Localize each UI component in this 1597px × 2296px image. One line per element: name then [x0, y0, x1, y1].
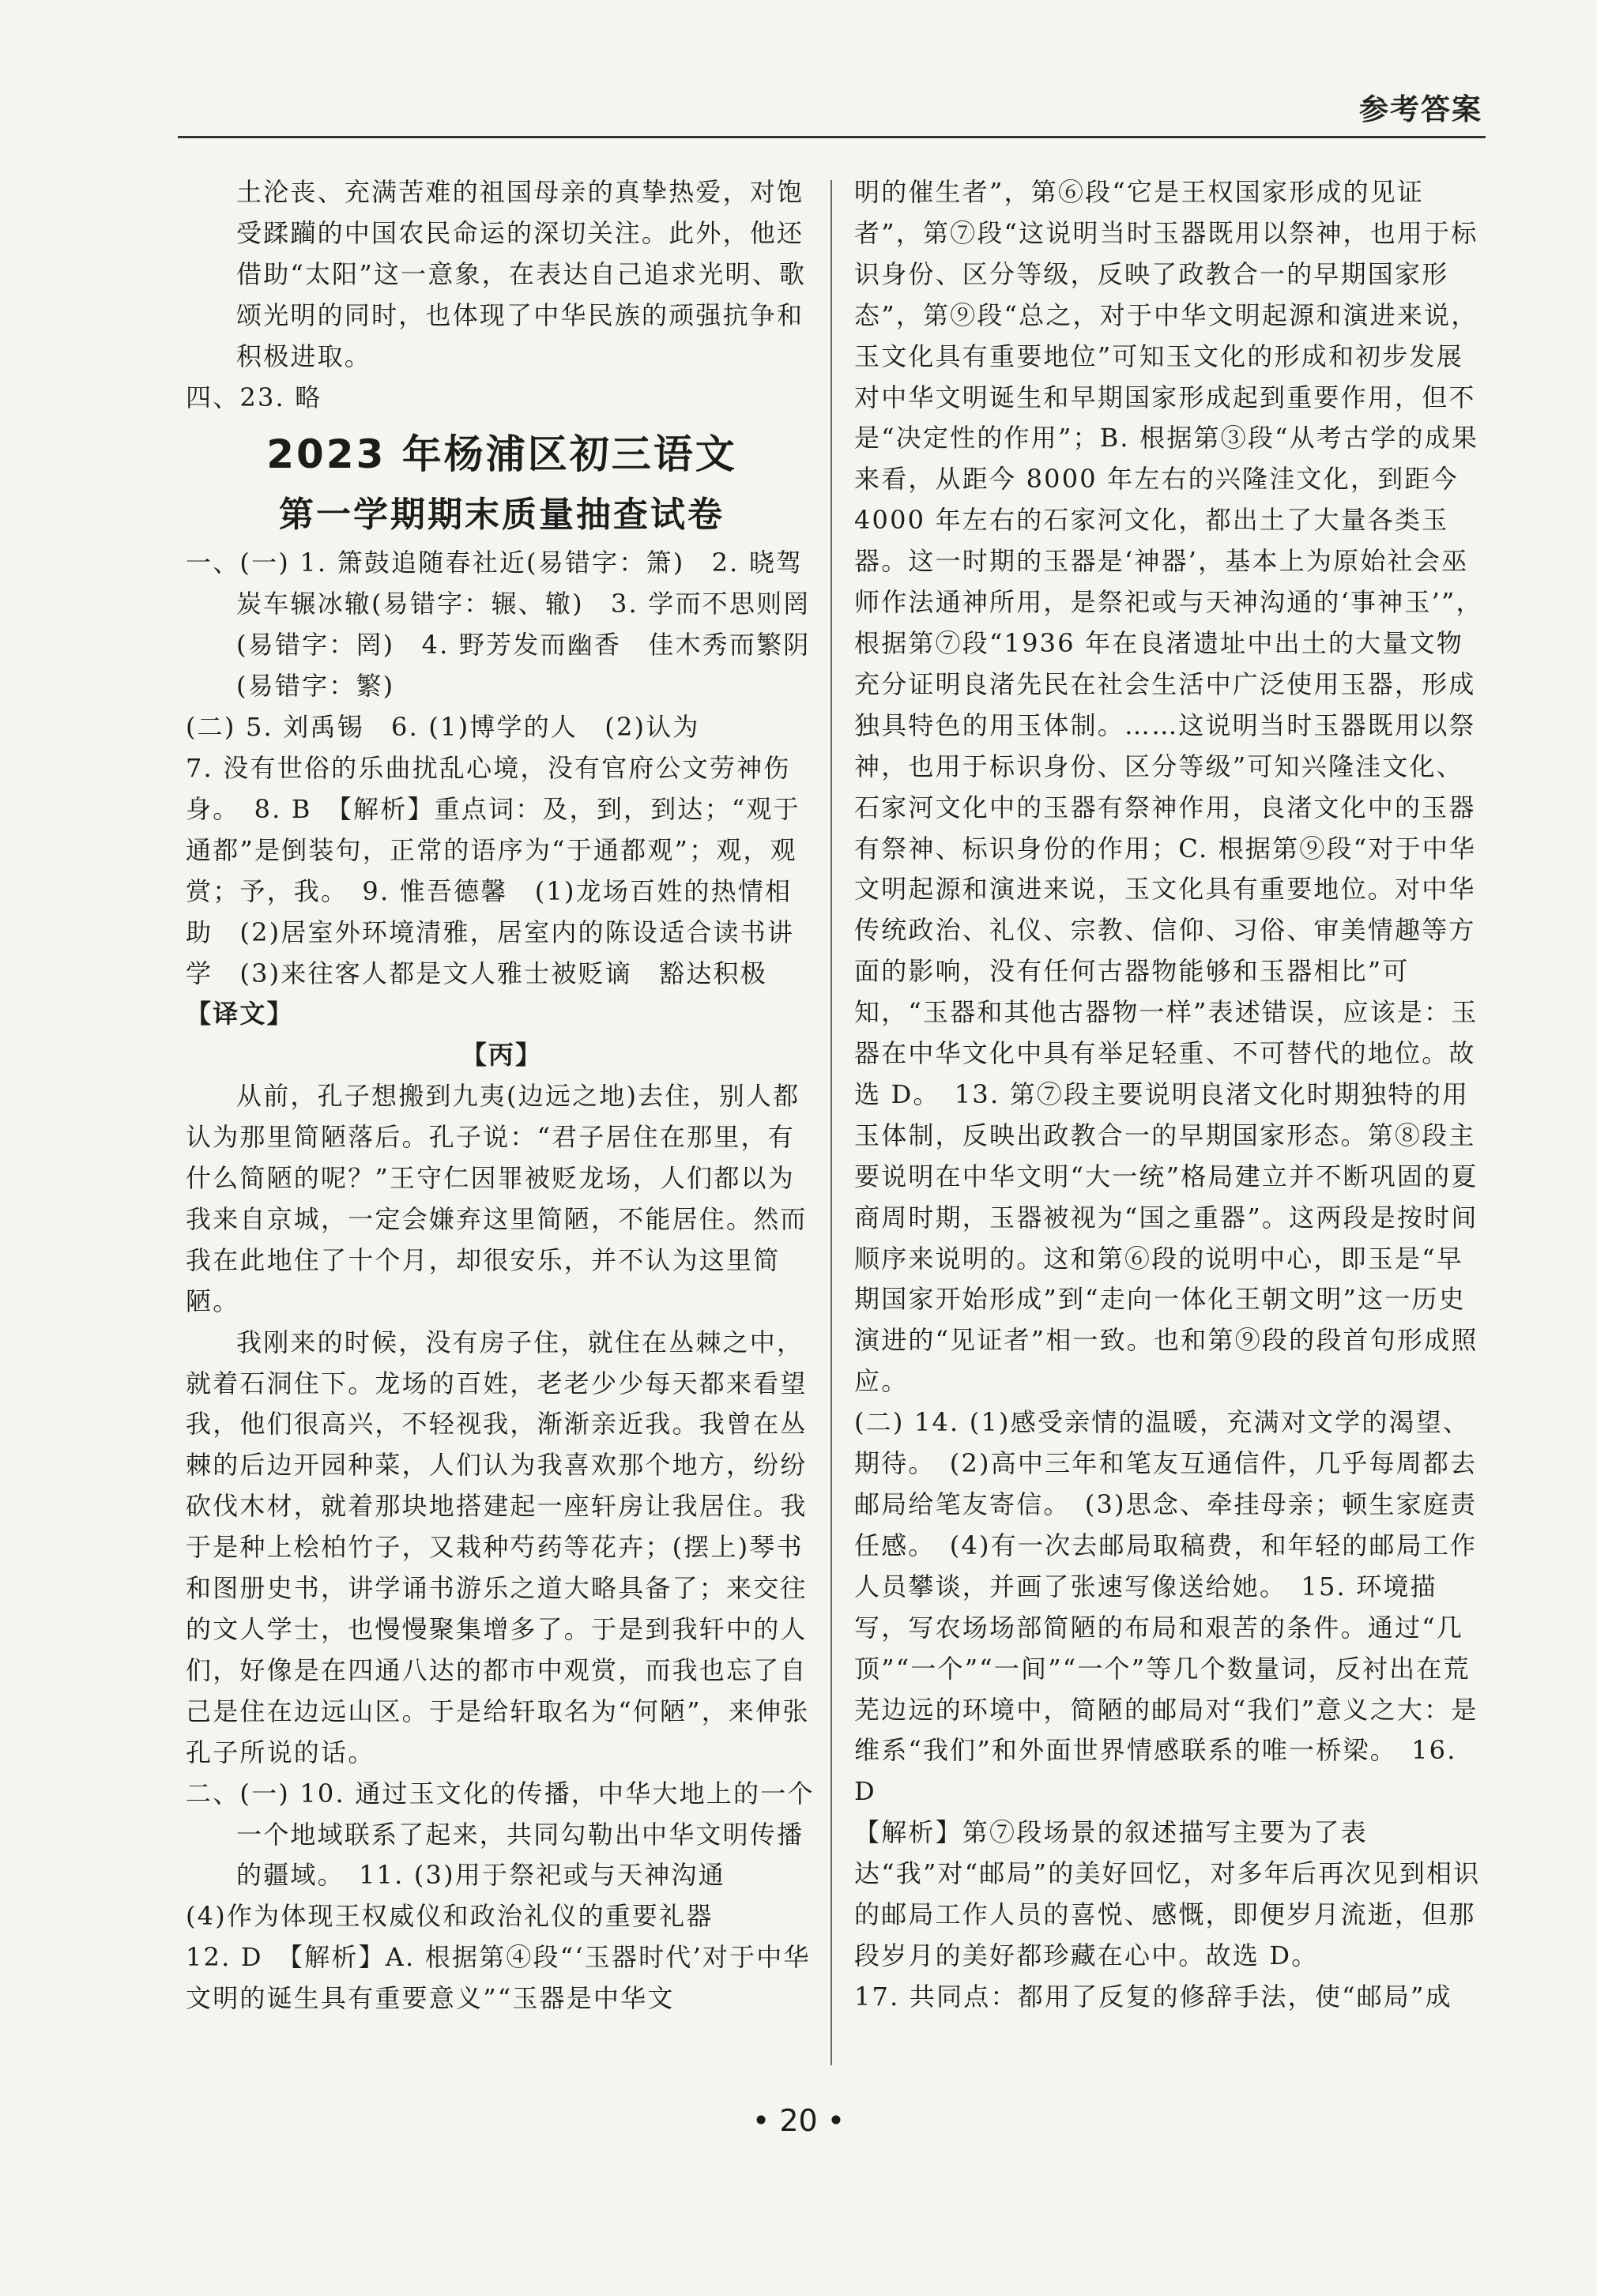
answers-5-6: (二) 5. 刘禹锡 6. (1)博学的人 (2)认为	[186, 712, 700, 743]
translation-paragraph: 我刚来的时候，没有房子住，就住在丛棘之中，就着石洞住下。龙场的百姓，老老少少每天都来看望我，他们很高兴，不轻视我，渐渐亲近我。我曾在丛棘的后边开园种菜，人们认为我喜欢那个地方，纷纷砍伐木材，就着那块地搭建起一座轩房让我居住。我于是种上桧柏竹子，又栽种芍药等花卉；(摆上)琴书和图册史书，讲学诵书游乐之道大略具备了；来交往的文人学士，也慢慢聚集增多了。于是到我轩中的人们，好像是在四通八达的都市中观赏，而我也忘了自己是住在边远山区。于是给轩取名为“何陋”，来伸张孔子所说的话。	[186, 1327, 810, 1767]
answers-1-4: 一、(一) 1. 箫鼓追随春社近(易错字：箫) 2. 晓驾炭车辗冰辙(易错字：辗、辙) 3. 学而不思则罔(易错字：罔) 4. 野芳发而幽香 佳木秀而繁阴(易错字：繁)	[186, 548, 811, 702]
answers-10-11: 二、(一) 10. 通过玉文化的传播，中华大地上的一个一个地域联系了起来，共同勾勒出中华文明传播的疆域。 11. (3)用于祭祀或与天神沟通	[186, 1778, 815, 1891]
header-title: 参考答案	[1359, 92, 1482, 126]
translation-label: 【译文】	[186, 999, 294, 1029]
right-column	[854, 172, 1486, 2018]
header-divider	[178, 136, 1486, 138]
intro-paragraph: 土沦丧、充满苦难的祖国母亲的真挚热爱，对饱受蹂躏的中国农民命运的深切关注。此外，他还借助“太阳”这一意象，在表达自己追求光明、歌颂光明的同时，也体现了中华民族的顽强抗争和积极进取。	[236, 177, 807, 371]
translation-paragraph: 从前，孔子想搬到九夷(边远之地)去住，别人都认为那里简陋落后。孔子说：“君子居住在那里，有什么简陋的呢？”王守仁因罪被贬龙场，人们都以为我来自京城，一定会嫌弃这里简陋，不能居住。然而我在此地住了十个月，却很安乐，并不认为这里简陋。	[186, 1081, 808, 1316]
exam-title-line1: 2023 年杨浦区初三语文	[266, 431, 737, 478]
answer-11-4: (4)作为体现王权威仪和政治礼仪的重要礼器	[186, 1901, 714, 1932]
page-number: • 20 •	[751, 2103, 846, 2138]
answers-7-9: 7. 没有世俗的乐曲扰乱心境，没有官府公文劳神伤身。 8. B 【解析】重点词：及，到，到达；“观于通都”是倒装句，正常的语序为“于通都观”；观，观赏；予，我。 9. 惟吾德馨 (1)龙场百姓的热情相助 (2)居室外环境清雅，居室内的陈设适合读书讲学 (3)来往客人都是文人雅士被贬谪 豁达积极	[186, 752, 800, 988]
answer-23: 四、23. 略	[186, 382, 322, 412]
column-divider	[831, 180, 832, 2065]
answer-12-start: 12. D 【解析】A. 根据第④段“‘玉器时代’对于中华文明的诞生具有重要意义”“玉器是中华文	[186, 1942, 811, 2014]
left-column	[186, 172, 818, 2019]
exam-title-line2: 第一学期期末质量抽查试卷	[279, 495, 725, 536]
analysis-16: 【解析】第⑦段场景的叙述描写主要为了表达“我”对“邮局”的美好回忆，对多年后再次见到相识的邮局工作人员的喜悦、感慨，即便岁月流逝，但那段岁月的美好都珍藏在心中。故选 D。	[854, 1817, 1481, 1970]
answer-12-13: 明的催生者”，第⑥段“它是王权国家形成的见证者”，第⑦段“这说明当时玉器既用以祭神，也用于标识身份、区分等级，反映了政教合一的早期国家形态”，第⑨段“总之，对于中华文明起源和演进来说，玉文化具有重要地位”可知玉文化的形成和初步发展对中华文明诞生和早期国家形成起到重要作用，但不是“决定性的作用”；B. 根据第③段“从考古学的成果来看，从距今 8000 年左右的兴隆洼文化，到距今 4000 年左右的石家河文化，都出土了大量各类玉器。这一时期的玉器是‘神器’，基本上为原始社会巫师作法通神所用，是祭祀或与天神沟通的‘事神玉’”，根据第⑦段“1936 年在良渚遗址中出土的大量文物充分证明良渚先民在社会生活中广泛使用玉器，形成独具特色的用玉体制。……这说明当时玉器既用以祭神，也用于标识身份、区分等级”可知兴隆洼文化、石家河文化中的玉器有祭神作用，良渚文化中的玉器有祭神、标识身份的作用；C. 根据第⑨段“对于中华文明起源和演进来说，玉文化具有重要地位。对中华传统政治、礼仪、宗教、信仰、习俗、审美情趣等方面的影响，没有任何古器物能够和玉器相比”可知，“玉器和其他古器物一样”表述错误，应该是：玉器在中华文化中具有举足轻重、不可替代的地位。故选 D。 13. 第⑦段主要说明良渚文化时期独特的用玉体制，反映出政教合一的早期国家形态。第⑧段主要说明在中华文明“大一统”格局建立并不断巩固的夏商周时期，玉器被视为“国之重器”。这两段是按时间顺序来说明的。这和第⑥段的说明中心，即玉是“早期国家开始形成”到“走向一体化王朝文明”这一历史演进的“见证者”相一致。也和第⑨段的段首句形成照应。	[854, 177, 1483, 1397]
translation-subtitle: 【丙】	[461, 1040, 543, 1071]
answer-17-start: 17. 共同点：都用了反复的修辞手法，使“邮局”成	[854, 1981, 1452, 2012]
answers-14-16: (二) 14. (1)感受亲情的温暖，充满对文学的渴望、期待。 (2)高中三年和笔友互通信件，几乎每周都去邮局给笔友寄信。 (3)思念、牵挂母亲；顿生家庭责任感。 (4)有一次去邮局取稿费，和年轻的邮局工作人员攀谈，并画了张速写像送给她。 15. 环境描写，写农场场部简陋的布局和艰苦的条件。通过“几顶”“一个”“一间”“一个”等几个数量词，反衬出在荒芜边远的环境中，简陋的邮局对“我们”意义之大：是维系“我们”和外面世界情感联系的唯一桥梁。 16. D	[854, 1407, 1478, 1807]
